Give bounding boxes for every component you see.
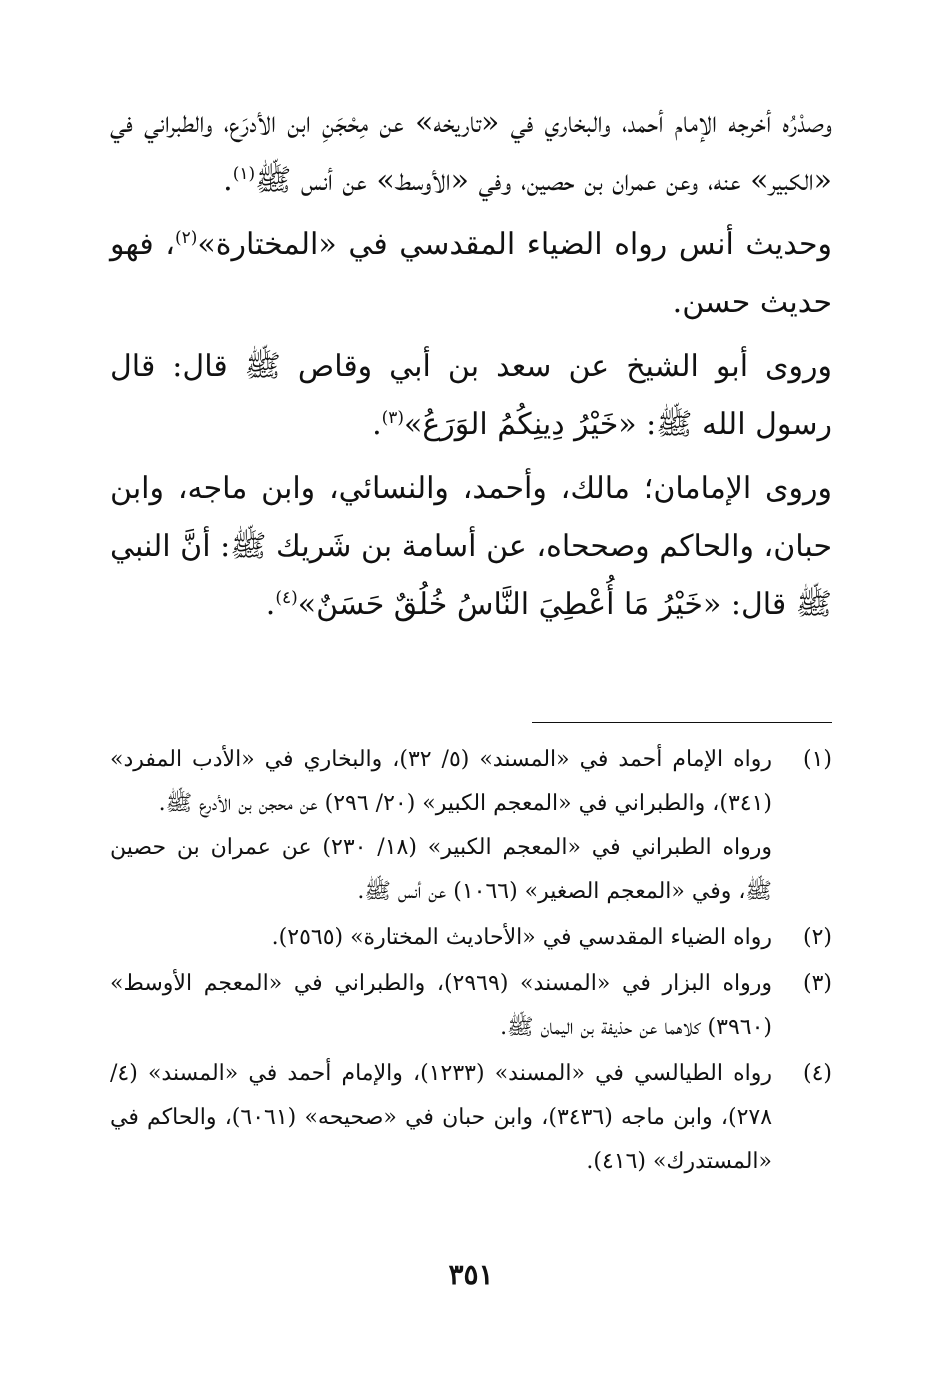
paragraph: وروى الإمامان؛ مالك، وأحمد، والنسائي، وابن ماجه، وابن حبان، والحاكم وصححاه، عن أسامة بن شَريك ﷺ: أنَّ النبي ﷺ قال: «خَيْرُ مَا أُعْطِيَ النَّاسُ خُلُقٌ حَسَنٌ»$^{(٤)}$. — [110, 471, 832, 622]
footnote-text: رواه الضياء المقدسي في «الأحاديث المختارة» (٢٥٦٥). — [271, 925, 772, 950]
footnote-text: ورواه الطبراني في «المعجم الكبير» (١٨/ ٢٣٠) عن عمران بن حصين ﷺ، وفي «المعجم الصغير» (١٠٦٦) عن أنس ﷺ. — [110, 835, 773, 904]
main-text — [110, 94, 832, 634]
footnote — [110, 916, 832, 960]
footnote-ref[interactable]: (١) — [232, 164, 256, 184]
footnotes — [110, 738, 832, 1186]
footnote — [110, 738, 832, 914]
footnote-number: (٤) — [802, 1061, 832, 1086]
footnote — [110, 1052, 832, 1184]
paragraph: وصدْرُه أخرجه الإمام أحمد، والبخاري في «تاريخه» عن مِحْجَنِ ابن الأدرَع، والطبراني في «الكبير» عنه، وعن عمران بن حصين، وفي «الأوسط» عن أنس ﷺ$^{(١)}$. — [110, 105, 832, 198]
footnote-number: (٢) — [802, 925, 832, 950]
paragraph: وحديث أنس رواه الضياء المقدسي في «المختارة»$^{(٢)}$، فهو حديث حسن. — [110, 227, 833, 320]
footnote-number: (١) — [802, 747, 832, 772]
footnote-text: رواه الطيالسي في «المسند» (١٢٣٣)، والإمام أحمد في «المسند» (٤/ ٢٧٨)، وابن ماجه (٣٤٣٦)، وابن حبان في «صحيحه» (٦٠٦١)، والحاكم في «المستدرك» (٤١٦). — [110, 1061, 773, 1174]
page-number: ٣٥١ — [448, 1258, 494, 1291]
footnote — [110, 962, 832, 1050]
footnote-ref[interactable]: (٣) — [381, 408, 405, 428]
footnote-ref[interactable]: (٤) — [275, 588, 298, 608]
footnote-text: ورواه البزار في «المسند» (٢٩٦٩)، والطبراني في «المعجم الأوسط» (٣٩٦٠) كلاهما عن حذيفة بن اليمان ﷺ. — [110, 971, 773, 1040]
footnote-ref[interactable]: (٢) — [174, 228, 198, 248]
paragraph: وروى أبو الشيخ عن سعد بن أبي وقاص ﷺ قال: قال رسول الله ﷺ: «خَيْرُ دِينِكُمُ الوَرَعُ»$^{(٣)}$. — [110, 349, 832, 442]
footnote-number: (٣) — [802, 971, 832, 996]
footnote-divider — [532, 722, 832, 723]
footnote-text: رواه الإمام أحمد في «المسند» (٥/ ٣٢)، والبخاري في «الأدب المفرد» (٣٤١)، والطبراني في «المعجم الكبير» (٢٠/ ٢٩٦) عن محجن بن الأدرع ﷺ. — [110, 747, 772, 816]
